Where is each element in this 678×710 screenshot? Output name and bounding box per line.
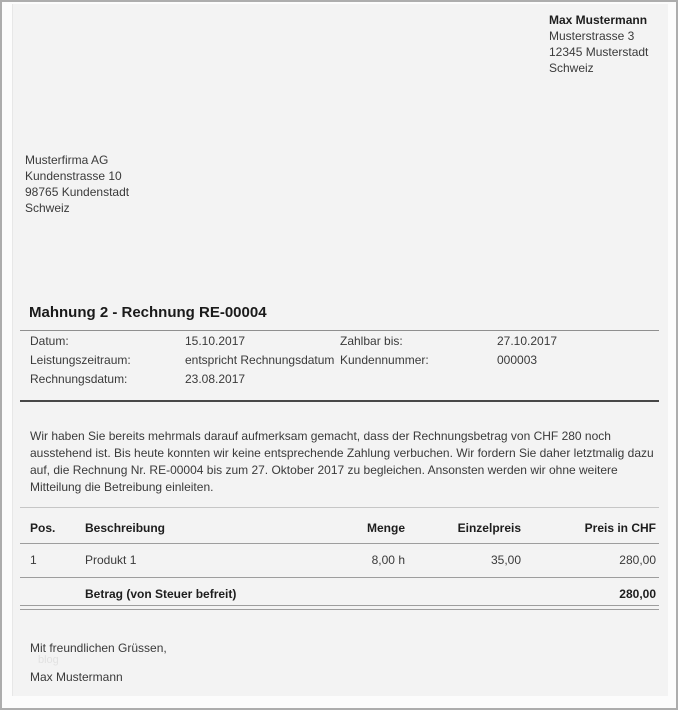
sender-name: Max Mustermann (549, 13, 648, 27)
page-title: Mahnung 2 - Rechnung RE-00004 (29, 304, 267, 321)
recipient-street: Kundenstrasse 10 (25, 169, 122, 183)
reminder-text-line: Mitteilung die Betreibung einleiten. (30, 480, 214, 494)
meta-row (0, 334, 678, 353)
title-divider (20, 330, 659, 331)
meta-value-zahlbar-bis: 27.10.2017 (497, 334, 558, 348)
total-value: 280,00 (619, 587, 656, 601)
table-row (0, 553, 678, 569)
recipient-company: Musterfirma AG (25, 153, 109, 167)
closing-signature: Max Mustermann (30, 670, 123, 684)
sender-country: Schweiz (549, 61, 594, 75)
meta-label-leistungszeitraum: Leistungszeitraum: (30, 353, 131, 367)
table-total-row (0, 587, 678, 603)
meta-label-zahlbar-bis: Zahlbar bis: (340, 334, 403, 348)
meta-row (0, 372, 678, 391)
item-description: Produkt 1 (85, 553, 137, 567)
meta-label-rechnungsdatum: Rechnungsdatum: (30, 372, 128, 386)
sender-address-block (549, 12, 648, 76)
meta-value-kundennummer: 000003 (497, 353, 538, 367)
item-total-price: 280,00 (619, 553, 656, 567)
table-header-divider (20, 543, 659, 544)
invoice-meta (0, 334, 678, 391)
table-bottom-border (20, 605, 659, 610)
sender-city: 12345 Musterstadt (549, 45, 649, 59)
watermark-text: blog (38, 654, 59, 666)
meta-value-datum: 15.10.2017 (185, 334, 246, 348)
closing-salutation: Mit freundlichen Grüssen, (30, 641, 167, 655)
item-unit-price: 35,00 (490, 553, 521, 567)
meta-divider (20, 400, 659, 402)
recipient-address-block (25, 152, 129, 216)
reminder-text-line: auf, die Rechnung Nr. RE-00004 bis zum 27. Oktober 2017 zu begleichen. Ansonsten werden wir ohne weitere (30, 463, 618, 477)
recipient-country: Schweiz (25, 201, 70, 215)
meta-value-rechnungsdatum: 23.08.2017 (185, 372, 246, 386)
meta-label-datum: Datum: (30, 334, 69, 348)
table-row-divider (20, 577, 659, 578)
sender-street: Musterstrasse 3 (549, 29, 635, 43)
table-header-pos: Pos. (30, 521, 56, 535)
meta-value-leistungszeitraum: entspricht Rechnungsdatum (185, 353, 335, 367)
table-top-border (20, 507, 659, 508)
total-label: Betrag (von Steuer befreit) (85, 587, 237, 601)
reminder-text (30, 428, 662, 496)
table-header-row (0, 521, 678, 537)
table-header-preis: Preis in CHF (584, 521, 656, 535)
reminder-text-line: Wir haben Sie bereits mehrmals darauf aufmerksam gemacht, dass der Rechnungsbetrag von CHF 280 noch (30, 429, 611, 443)
reminder-text-line: ausstehend ist. Bis heute konnten wir keine entsprechende Zahlung verbuchen. Wir fordern Sie daher letztmalig dazu (30, 446, 654, 460)
table-header-einzelpreis: Einzelpreis (457, 521, 521, 535)
table-header-beschreibung: Beschreibung (85, 521, 166, 535)
meta-row (0, 353, 678, 372)
recipient-city: 98765 Kundenstadt (25, 185, 130, 199)
meta-label-kundennummer: Kundennummer: (340, 353, 429, 367)
table-header-menge: Menge (366, 521, 405, 535)
item-pos: 1 (30, 553, 37, 567)
item-quantity: 8,00 h (371, 553, 405, 567)
